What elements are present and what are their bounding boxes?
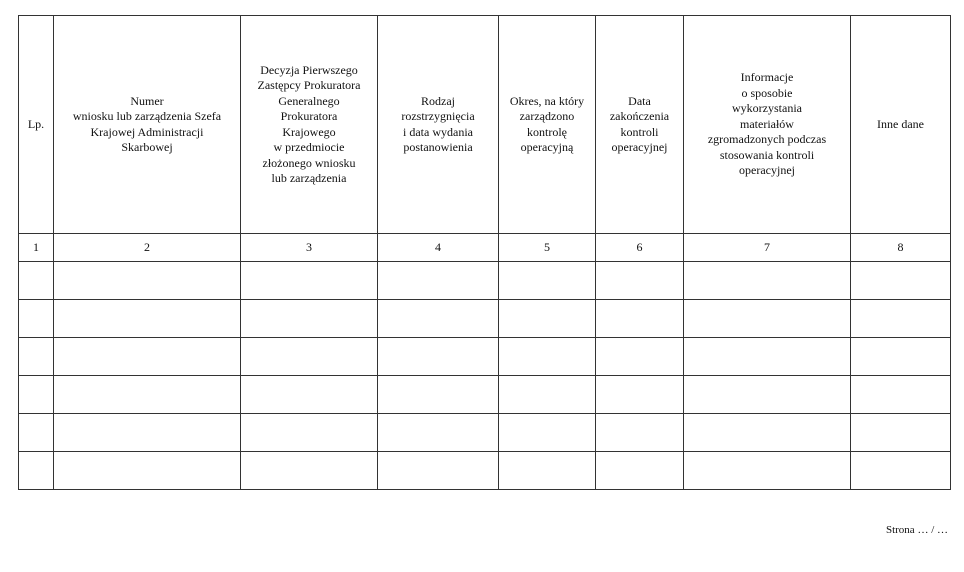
table-cell[interactable]: [851, 262, 951, 300]
table-row: [19, 376, 951, 414]
column-number: 7: [684, 234, 851, 262]
column-number: 2: [54, 234, 241, 262]
column-number: 5: [499, 234, 596, 262]
table-cell[interactable]: [19, 300, 54, 338]
table-cell[interactable]: [378, 414, 499, 452]
column-header-ruling-type: Rodzaj rozstrzygnięcia i data wydania postanowienia: [378, 16, 499, 234]
table-cell[interactable]: [596, 376, 684, 414]
table-cell[interactable]: [851, 414, 951, 452]
column-number: 4: [378, 234, 499, 262]
table-row: [19, 338, 951, 376]
column-number: 1: [19, 234, 54, 262]
table-cell[interactable]: [54, 338, 241, 376]
column-header-request-number: Numer wniosku lub zarządzenia Szefa Krajowej Administracji Skarbowej: [54, 16, 241, 234]
table-cell[interactable]: [54, 414, 241, 452]
column-number: 3: [241, 234, 378, 262]
table-cell[interactable]: [684, 338, 851, 376]
table-cell[interactable]: [596, 338, 684, 376]
column-number: 8: [851, 234, 951, 262]
table-cell[interactable]: [54, 376, 241, 414]
table-cell[interactable]: [241, 338, 378, 376]
table-cell[interactable]: [499, 300, 596, 338]
table-cell[interactable]: [684, 300, 851, 338]
table-cell[interactable]: [851, 452, 951, 490]
table-cell[interactable]: [596, 452, 684, 490]
table-cell[interactable]: [378, 338, 499, 376]
column-header-lp: Lp.: [19, 16, 54, 234]
table-cell[interactable]: [241, 262, 378, 300]
table-cell[interactable]: [378, 452, 499, 490]
table-cell[interactable]: [54, 262, 241, 300]
table-cell[interactable]: [499, 452, 596, 490]
table-cell[interactable]: [19, 338, 54, 376]
table-cell[interactable]: [499, 414, 596, 452]
table-cell[interactable]: [378, 376, 499, 414]
table-cell[interactable]: [378, 300, 499, 338]
table-row: [19, 414, 951, 452]
column-header-prosecutor-decision: Decyzja Pierwszego Zastępcy Prokuratora Generalnego Prokuratora Krajowego w przedmiocie złożonego wniosku lub zarządzenia: [241, 16, 378, 234]
table-cell[interactable]: [596, 414, 684, 452]
table-row: [19, 300, 951, 338]
table-cell[interactable]: [851, 376, 951, 414]
page-number: Strona … / …: [885, 524, 948, 536]
table-cell[interactable]: [54, 300, 241, 338]
column-header-end-date: Data zakończenia kontroli operacyjnej: [596, 16, 684, 234]
table-cell[interactable]: [851, 338, 951, 376]
table-cell[interactable]: [19, 376, 54, 414]
column-header-control-period: Okres, na który zarządzono kontrolę operacyjną: [499, 16, 596, 234]
table-cell[interactable]: [596, 262, 684, 300]
table-cell[interactable]: [241, 414, 378, 452]
column-header-other-data: Inne dane: [851, 16, 951, 234]
table-cell[interactable]: [241, 452, 378, 490]
table-cell[interactable]: [499, 262, 596, 300]
table-cell[interactable]: [241, 300, 378, 338]
column-header-material-usage: Informacje o sposobie wykorzystania materiałów zgromadzonych podczas stosowania kontroli operacyjnej: [684, 16, 851, 234]
table-cell[interactable]: [54, 452, 241, 490]
table-row: [19, 262, 951, 300]
table-cell[interactable]: [596, 300, 684, 338]
table-cell[interactable]: [19, 262, 54, 300]
table-cell[interactable]: [684, 262, 851, 300]
table-cell[interactable]: [684, 452, 851, 490]
table-cell[interactable]: [684, 414, 851, 452]
register-table: [18, 15, 951, 490]
table-cell[interactable]: [499, 376, 596, 414]
table-cell[interactable]: [19, 414, 54, 452]
table-cell[interactable]: [19, 452, 54, 490]
table-cell[interactable]: [241, 376, 378, 414]
table-cell[interactable]: [499, 338, 596, 376]
column-number-row: [19, 234, 951, 262]
table-cell[interactable]: [378, 262, 499, 300]
table-header-row: [19, 16, 951, 234]
column-number: 6: [596, 234, 684, 262]
table-cell[interactable]: [851, 300, 951, 338]
table-row: [19, 452, 951, 490]
table-cell[interactable]: [684, 376, 851, 414]
